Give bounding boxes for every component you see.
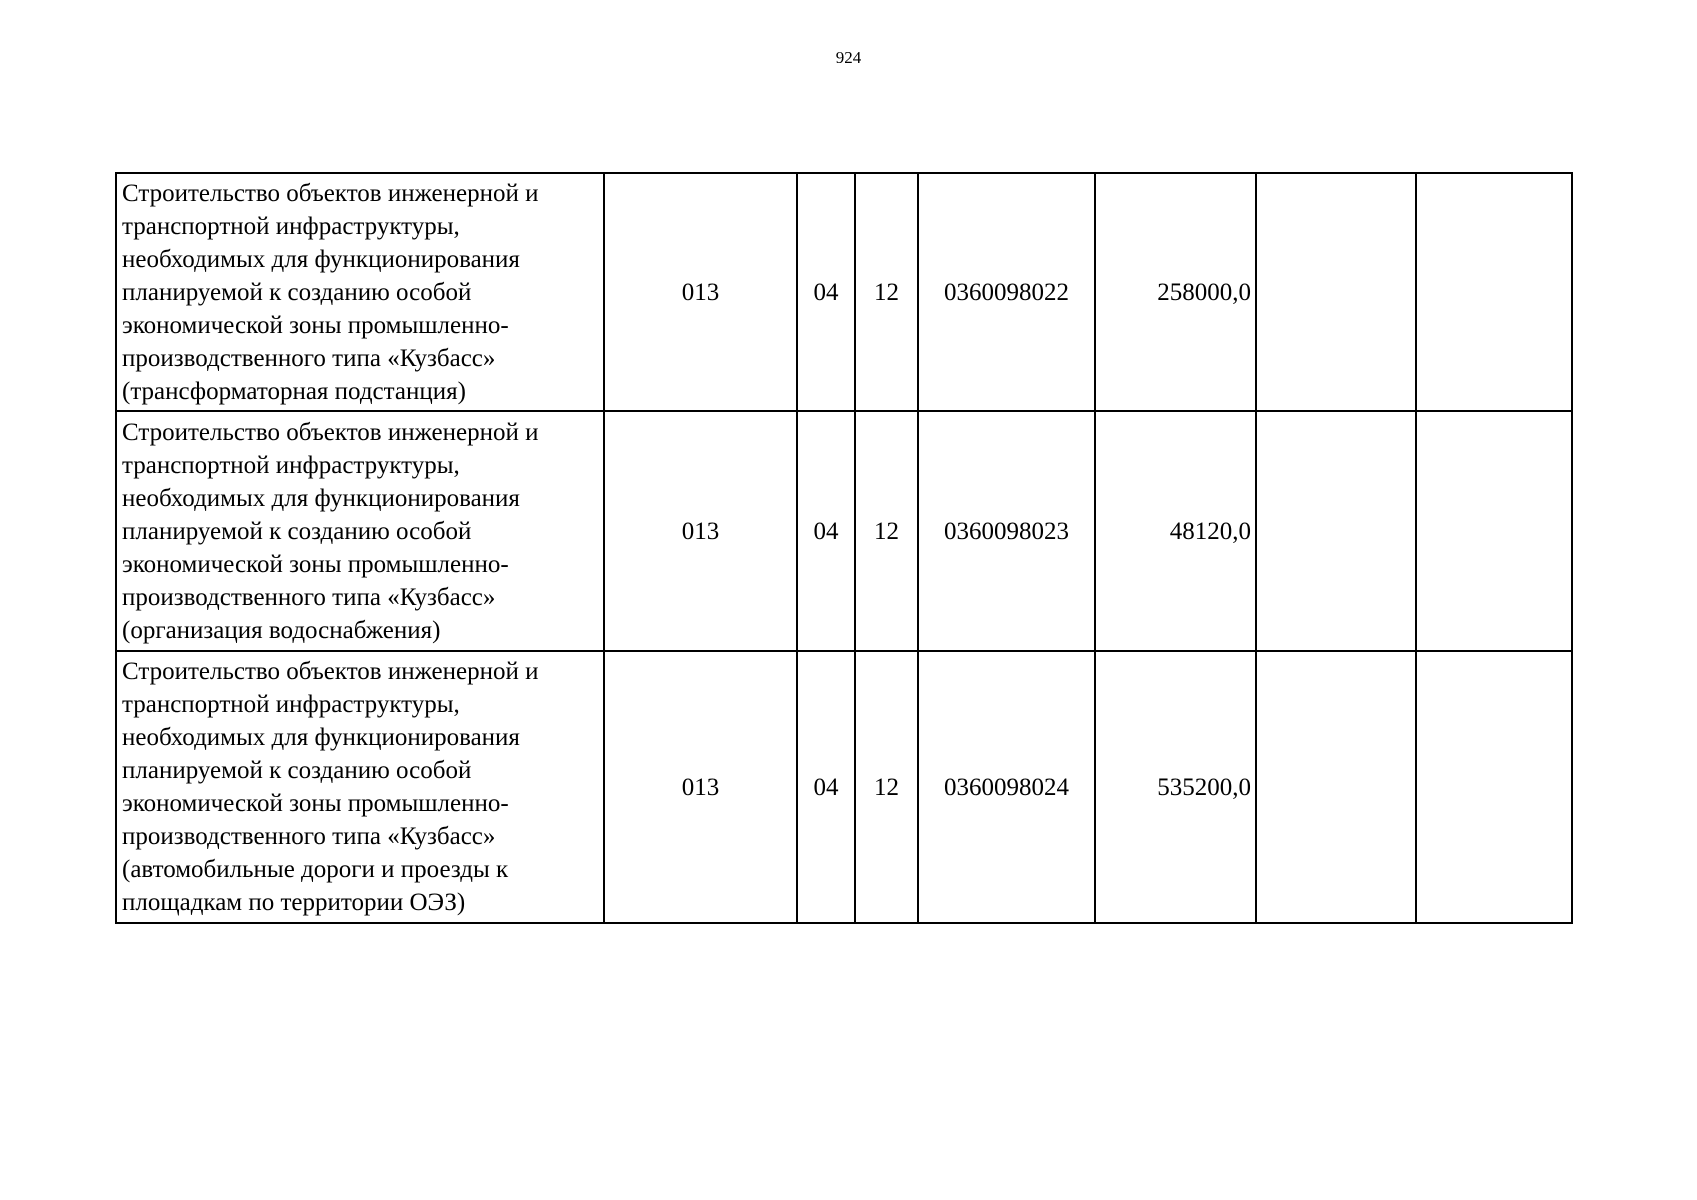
empty-cell bbox=[1256, 651, 1416, 923]
empty-cell bbox=[1416, 651, 1572, 923]
ministry-code-cell: 013 bbox=[604, 173, 797, 411]
target-article-cell: 0360098022 bbox=[918, 173, 1095, 411]
target-article-cell: 0360098023 bbox=[918, 411, 1095, 651]
subsection-cell: 12 bbox=[855, 173, 918, 411]
empty-cell bbox=[1416, 411, 1572, 651]
empty-cell bbox=[1256, 173, 1416, 411]
empty-cell bbox=[1416, 173, 1572, 411]
target-article-cell: 0360098024 bbox=[918, 651, 1095, 923]
subsection-cell: 12 bbox=[855, 411, 918, 651]
description-cell: Строительство объектов инженерной и транспортной инфраструктуры, необходимых для функционирования планируемой к созданию особой экономической зоны промышленно-производственного типа «Кузбасс» (организация водоснабжения) bbox=[116, 411, 604, 651]
page-number: 924 bbox=[835, 48, 862, 67]
table-row bbox=[116, 411, 1572, 651]
description-cell: Строительство объектов инженерной и транспортной инфраструктуры, необходимых для функционирования планируемой к созданию особой экономической зоны промышленно-производственного типа «Кузбасс» (трансформаторная подстанция) bbox=[116, 173, 604, 411]
ministry-code-cell: 013 bbox=[604, 411, 797, 651]
section-cell: 04 bbox=[797, 173, 855, 411]
budget-table bbox=[115, 172, 1573, 924]
amount-cell: 258000,0 bbox=[1095, 173, 1256, 411]
section-cell: 04 bbox=[797, 411, 855, 651]
table-row bbox=[116, 173, 1572, 411]
amount-cell: 535200,0 bbox=[1095, 651, 1256, 923]
section-cell: 04 bbox=[797, 651, 855, 923]
empty-cell bbox=[1256, 411, 1416, 651]
amount-cell: 48120,0 bbox=[1095, 411, 1256, 651]
table-row bbox=[116, 651, 1572, 923]
description-cell: Строительство объектов инженерной и транспортной инфраструктуры, необходимых для функционирования планируемой к созданию особой экономической зоны промышленно-производственного типа «Кузбасс» (автомобильные дороги и проезды к площадкам по территории ОЭЗ) bbox=[116, 651, 604, 923]
subsection-cell: 12 bbox=[855, 651, 918, 923]
ministry-code-cell: 013 bbox=[604, 651, 797, 923]
